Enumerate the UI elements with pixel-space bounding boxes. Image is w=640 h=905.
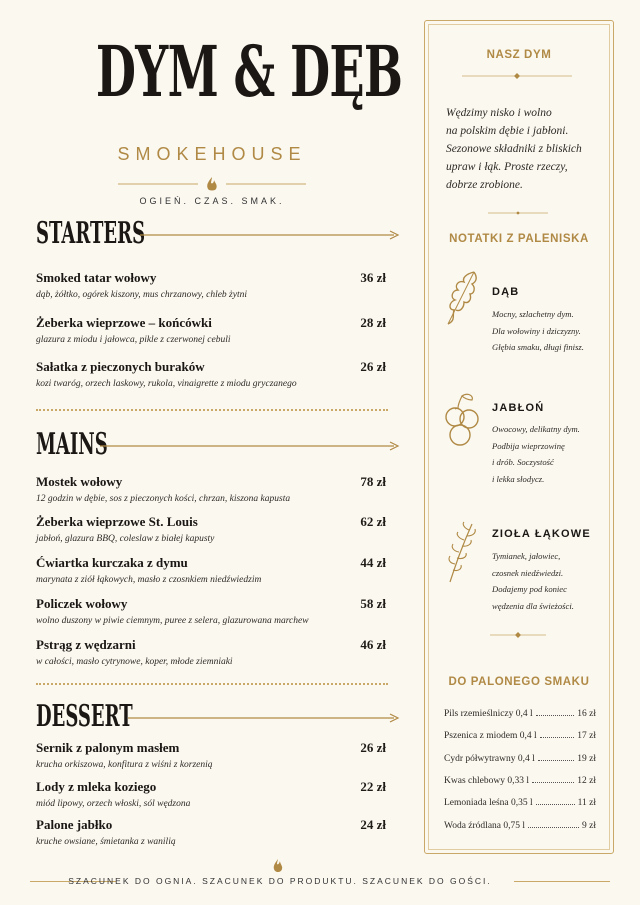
menu-item	[36, 359, 386, 389]
drink-item	[444, 709, 596, 719]
item-description: miód lipowy, orzech włoski, sól wędzona	[36, 799, 191, 809]
item-price: 58 zł	[360, 596, 386, 611]
diamond-rule	[490, 631, 546, 639]
wood-description	[492, 548, 608, 614]
arrow-right-icon	[100, 441, 400, 451]
item-name: Sernik z palonym masłem	[36, 740, 180, 755]
menu-item	[36, 555, 386, 585]
drink-name: Pszenica z miodem 0,4 l	[444, 731, 537, 741]
wood-line: i lekka słodycz.	[492, 473, 545, 484]
wood-line: czosnek niedźwiedzi.	[492, 567, 564, 578]
item-description: wolno duszony w piwie ciemnym, puree z selera, glazurowana marchew	[36, 616, 309, 626]
wood-description	[492, 421, 608, 487]
item-price: 44 zł	[360, 555, 386, 570]
item-name: Sałatka z pieczonych buraków	[36, 359, 205, 374]
drink-item	[444, 798, 596, 808]
drink-price: 11 zł	[577, 798, 596, 808]
wood-title: DĄB	[492, 286, 520, 298]
wood-title: JABŁOŃ	[492, 402, 545, 414]
dot-leader	[536, 798, 575, 805]
item-price: 28 zł	[360, 315, 386, 330]
wood-line: Dodajemy pod koniec	[492, 584, 567, 594]
item-description: kozi twaróg, orzech laskowy, rukola, vinaigrette z miodu gryczanego	[36, 379, 297, 389]
item-description: dąb, żółtko, ogórek kiszony, mus chrzanowy, chleb żytni	[36, 290, 247, 300]
wood-line: i drób. Soczystość	[492, 457, 554, 467]
footer-tagline: SZACUNEK DO OGNIA. SZACUNEK DO PRODUKTU. SZACUNEK DO GOŚCI.	[68, 876, 492, 886]
intro-line: upraw i łąk. Proste rzeczy,	[446, 161, 568, 173]
panel-heading-smoke: NASZ DYM	[486, 49, 552, 61]
brand-tagline: OGIEŃ. CZAS. SMAK.	[139, 196, 285, 206]
menu-item	[36, 315, 386, 345]
drink-item	[444, 821, 596, 831]
item-name: Żeberka wieprzowe – końcówki	[36, 315, 212, 330]
drink-name: Kwas chlebowy 0,33 l	[444, 776, 529, 786]
herb-sprig-icon	[442, 520, 482, 584]
section-divider	[36, 409, 388, 411]
drink-name: Pils rzemieślniczy 0,4 l	[444, 709, 533, 719]
item-price: 26 zł	[360, 740, 386, 755]
item-price: 26 zł	[360, 359, 386, 374]
wood-line: Głębia smaku, długi finisz.	[492, 342, 584, 352]
drink-name: Lemoniada leśna 0,35 l	[444, 798, 533, 808]
menu-item	[36, 270, 386, 300]
dot-leader	[532, 776, 574, 783]
dot-leader	[540, 731, 575, 738]
drink-item	[444, 776, 596, 786]
section-title: DESSERT	[36, 699, 133, 734]
drink-name: Cydr półwytrawny 0,4 l	[444, 754, 535, 764]
item-name: Smoked tatar wołowy	[36, 270, 157, 285]
wood-description	[492, 306, 608, 356]
brand-subtitle: SMOKEHOUSE	[117, 144, 307, 164]
section-header-mains	[36, 425, 400, 471]
item-description: 12 godzin w dębie, sos z pieczonych kości, chrzan, kiszona kapusta	[36, 494, 291, 504]
menu-item	[36, 514, 386, 544]
brand-name: DYM & DĘB	[95, 30, 403, 113]
drink-price: 12 zł	[577, 776, 596, 786]
dot-leader	[536, 709, 575, 716]
item-name: Policzek wołowy	[36, 596, 128, 611]
intro-line: Wędzimy nisko i wolno	[446, 107, 552, 119]
item-description: w całości, masło cytrynowe, koper, młode ziemniaki	[36, 657, 233, 667]
wood-line: Mocny, szlachetny dym.	[492, 309, 574, 319]
item-name: Palone jabłko	[36, 817, 113, 832]
flame-icon	[272, 858, 284, 874]
intro-line: dobrze zrobione.	[446, 179, 523, 191]
item-description: marynata z ziół łąkowych, masło z czosnkiem niedźwiedzim	[36, 575, 262, 585]
item-description: kruche owsiane, śmietanka z wanilią	[36, 837, 176, 847]
section-header-starters	[36, 214, 400, 260]
item-description: glazura z miodu i jałowca, pikle z czerwonej cebuli	[36, 335, 231, 345]
drink-price: 9 zł	[582, 821, 596, 831]
item-price: 62 zł	[360, 514, 386, 529]
panel-heading-drinks: DO PALONEGO SMAKU	[448, 676, 590, 688]
panel-heading-notes: NOTATKI Z PALENISKA	[449, 233, 589, 245]
item-price: 24 zł	[360, 817, 386, 832]
oak-leaf-icon	[442, 268, 482, 328]
item-price: 78 zł	[360, 474, 386, 489]
menu-item	[36, 779, 386, 809]
wood-line: Podbija wieprzowinę	[492, 440, 565, 451]
wood-line: wędzenia dla świeżości.	[492, 600, 574, 611]
drink-price: 16 zł	[577, 709, 596, 719]
section-title: STARTERS	[36, 216, 146, 251]
dot-leader	[528, 821, 579, 828]
menu-item	[36, 817, 386, 847]
dot-leader	[538, 754, 574, 761]
menu-item	[36, 637, 386, 667]
item-price: 22 zł	[360, 779, 386, 794]
wood-line: Dla wołowiny i dziczyzny.	[492, 325, 581, 336]
drink-item	[444, 754, 596, 764]
item-name: Ćwiartka kurczaka z dymu	[36, 555, 188, 570]
item-description: jabłoń, glazura BBQ, coleslaw z białej kapusty	[36, 534, 215, 544]
arrow-right-icon	[128, 713, 400, 723]
diamond-rule	[462, 72, 572, 80]
intro-line: Sezonowe składniki z bliskich	[446, 143, 582, 155]
arrow-right-icon	[140, 230, 400, 240]
flame-divider	[118, 176, 306, 192]
menu-item	[36, 474, 386, 504]
wood-line: Tymianek, jałowiec,	[492, 551, 561, 561]
drink-price: 17 zł	[577, 731, 596, 741]
menu-item	[36, 596, 386, 626]
section-title: MAINS	[36, 427, 108, 462]
item-price: 36 zł	[360, 270, 386, 285]
wood-line: Owocowy, delikatny dym.	[492, 424, 580, 434]
section-header-dessert	[36, 697, 400, 743]
section-divider	[36, 683, 388, 685]
drink-name: Woda źródlana 0,75 l	[444, 821, 526, 831]
small-rule	[488, 209, 548, 217]
menu-item	[36, 740, 386, 770]
panel-intro	[446, 104, 606, 194]
item-price: 46 zł	[360, 637, 386, 652]
drink-price: 19 zł	[577, 754, 596, 764]
item-name: Lody z mleka koziego	[36, 779, 157, 794]
drink-item	[444, 731, 596, 741]
flame-icon	[207, 177, 216, 191]
item-description: krucha orkiszowa, konfitura z wiśni z korzenią	[36, 760, 213, 770]
wood-title: ZIOŁA ŁĄKOWE	[492, 528, 591, 540]
item-name: Żeberka wieprzowe St. Louis	[36, 514, 198, 529]
apple-icon	[442, 390, 482, 450]
item-name: Pstrąg z wędzarni	[36, 637, 136, 652]
item-name: Mostek wołowy	[36, 474, 123, 489]
intro-line: na polskim dębie i jabłoni.	[446, 125, 569, 137]
